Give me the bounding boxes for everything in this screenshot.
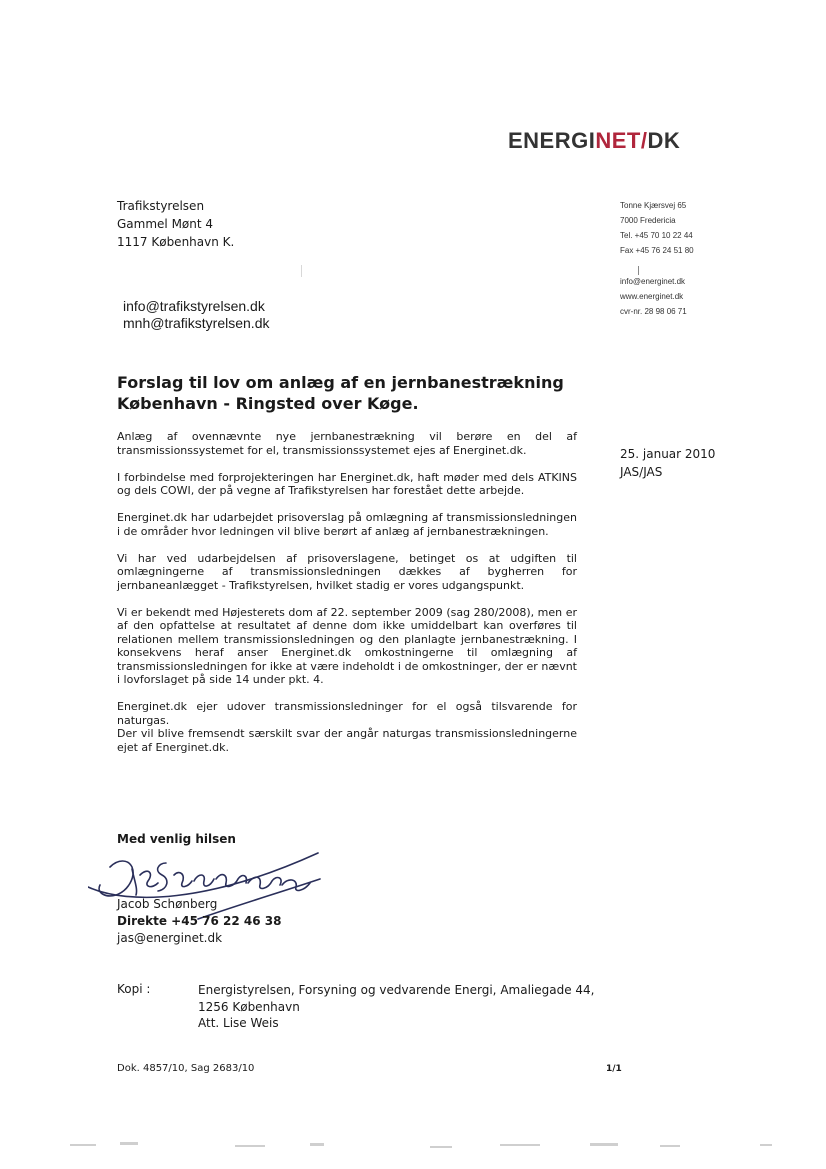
copy-label: Kopi : xyxy=(117,982,151,996)
signer-name: Jacob Schønberg xyxy=(117,897,218,911)
recipient-line: 1117 København K. xyxy=(117,235,235,249)
page-number: 1/1 xyxy=(606,1064,622,1074)
scan-mark xyxy=(638,266,639,275)
sender-cvr: cvr-nr. 28 98 06 71 xyxy=(620,307,687,316)
signer-block xyxy=(117,896,281,947)
letter-title: Forslag til lov om anlæg af en jernbanestrækning København - Ringsted over Køge. xyxy=(117,373,564,413)
sender-email: info@energinet.dk xyxy=(620,277,686,286)
date-text: 25. januar 2010 xyxy=(620,447,716,461)
recipient-line: Trafikstyrelsen xyxy=(117,199,205,213)
sender-address-line: Tonne Kjærsvej 65 xyxy=(620,201,687,210)
scan-noise xyxy=(60,1138,780,1154)
recipient-address xyxy=(117,197,234,251)
logo-slash: / xyxy=(640,128,648,153)
body-paragraph: Vi har ved udarbejdelsen af prisoverslagene, betinget os at udgiften til omlægningerne af transmissionsledningen dækkes af bygherren for jernbaneanlægget - Trafikstyrelsen, hvilket stadig er vores udgangspunkt. xyxy=(117,551,577,592)
logo-text-energi: ENERGI xyxy=(508,128,596,153)
copy-line: Energistyrelsen, Forsyning og vedvarende Energi, Amaliegade 44, xyxy=(198,983,595,997)
sender-fax: Fax +45 76 24 51 80 xyxy=(620,246,694,255)
copy-line: 1256 København xyxy=(198,999,300,1014)
closing-greeting: Med venlig hilsen xyxy=(117,832,236,846)
body-paragraph: Anlæg af ovennævnte nye jernbanestrækning vil berøre en del af transmissionssystemet for el, transmissionssystemet ejes af Energinet.dk. xyxy=(117,430,577,457)
energinet-logo xyxy=(508,128,680,154)
signer-email: jas@energinet.dk xyxy=(117,931,223,945)
recipient-email: mnh@trafikstyrelsen.dk xyxy=(123,315,270,331)
letter-body xyxy=(117,430,577,768)
sender-website: www.energinet.dk xyxy=(620,292,684,301)
document-reference: Dok. 4857/10, Sag 2683/10 xyxy=(117,1063,255,1074)
sender-contact xyxy=(620,198,694,319)
recipient-line: Gammel Mønt 4 xyxy=(117,217,214,231)
scan-mark xyxy=(301,265,302,277)
logo-text-net: NET xyxy=(595,128,641,153)
body-paragraph: Vi er bekendt med Højesterets dom af 22. september 2009 (sag 280/2008), men er af den opfattelse at resultatet af denne dom ikke umiddelbart kan overføres til relationen mellem transmissionsledningen og den planlagte jernbanestrækning. I konsekvens heraf anser Energinet.dk omkostningerne til omlægning af transmissionsledningen for ikke at være indeholdt i de omkostninger, der er nævnt i lovforslaget på side 14 under pkt. 4. xyxy=(117,605,577,686)
body-paragraph: Energinet.dk ejer udover transmissionsledninger for el også tilsvarende for naturgas. Der vil blive fremsendt særskilt svar der angår naturgas transmissionsledningerne ejet af Energinet.dk. xyxy=(117,700,577,754)
body-paragraph: Energinet.dk har udarbejdet prisoverslag på omlægning af transmissionsledningen i de områder hvor ledningen vil blive berørt af anlæg af jernbanestrækningen. xyxy=(117,511,577,538)
copy-recipient xyxy=(198,982,595,1032)
letter-date xyxy=(620,445,715,481)
body-paragraph: I forbindelse med forprojekteringen har Energinet.dk, haft møder med dels ATKINS og dels COWI, der på vegne af Trafikstyrelsen har forestået dette arbejde. xyxy=(117,470,577,497)
signer-direct-phone: Direkte +45 76 22 46 38 xyxy=(117,914,282,928)
logo-text-dk: DK xyxy=(647,128,681,153)
sender-phone: Tel. +45 70 10 22 44 xyxy=(620,231,693,240)
recipient-email: info@trafikstyrelsen.dk xyxy=(123,298,265,314)
sender-address-line: 7000 Fredericia xyxy=(620,216,676,225)
reference-initials: JAS/JAS xyxy=(620,465,663,479)
copy-line: Att. Lise Weis xyxy=(198,1016,279,1030)
recipient-emails xyxy=(123,298,269,332)
